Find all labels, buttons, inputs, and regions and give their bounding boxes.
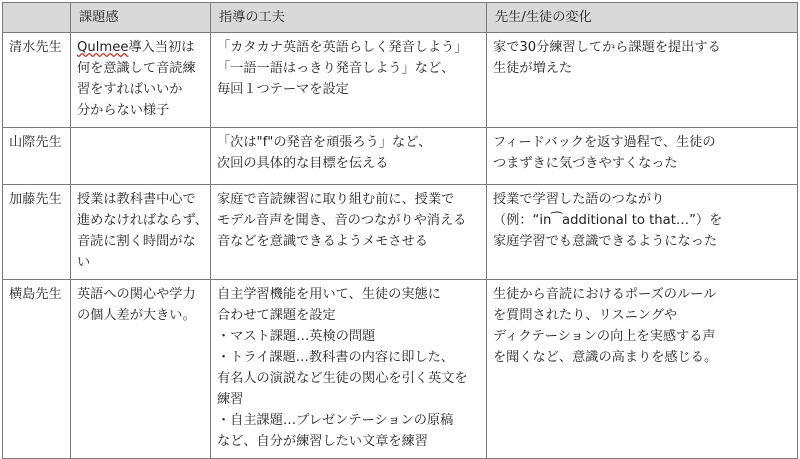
change-line: つまずきに気づきやすくなった (493, 156, 678, 171)
spellcheck-underlined-word: Qulmee (77, 40, 129, 55)
method-line: 毎回１つテーマを設定 (217, 82, 349, 97)
issue-line: 音読に割く時間がな (77, 234, 196, 249)
method-cell (211, 280, 487, 459)
issue-line: 英語への関心や学力 (77, 287, 196, 302)
issue-cell (71, 128, 211, 185)
method-line: 「次は"f"の発音を頑張ろう」など、 (217, 135, 432, 150)
method-line: 「一語一語はっきり発音しよう」など、 (217, 61, 455, 76)
comparison-table (2, 2, 798, 459)
issue-cell (71, 33, 211, 128)
change-line: 生徒から音読におけるポーズのルール (493, 287, 717, 302)
method-line: 「カタカナ英語を英語らしく発音しよう」 (217, 40, 468, 55)
method-line: 合わせて課題を設定 (217, 308, 336, 323)
method-line: 次回の具体的な目標を伝える (217, 156, 389, 171)
header-cell-change: 先生/生徒の変化 (487, 3, 798, 33)
method-line: など、自分が練習したい文章を練習 (217, 434, 428, 449)
issue-line: Qulmee導入当初は (77, 40, 195, 55)
method-cell (211, 128, 487, 185)
teacher-name-cell: 清水先生 (3, 33, 71, 128)
method-line: 有名人の演説など生徒の関心を引く英文を (217, 371, 468, 386)
method-line: 音などを意識できるようメモさせる (217, 234, 428, 249)
change-cell (487, 280, 798, 459)
issue-line: 習をすればいいか (77, 82, 183, 97)
issue-line: 進めなければならず、 (77, 213, 208, 228)
change-line: 授業で学習した語のつながり (493, 192, 665, 207)
header-cell-issue: 課題感 (71, 3, 211, 33)
table-row (3, 185, 798, 280)
issue-cell (71, 280, 211, 459)
method-line: 家庭で音読練習に取り組む前に、授業で (217, 192, 455, 207)
change-line: 家で30分練習してから課題を提出する (493, 40, 721, 55)
issue-cell (71, 185, 211, 280)
method-line: 自主学習機能を用いて、生徒の実態に (217, 287, 441, 302)
change-line: フィードバックを返す過程で、生徒の (493, 135, 716, 150)
header-cell-method: 指導の工夫 (211, 3, 487, 33)
method-line: 練習 (217, 392, 244, 407)
change-line: （例：“in⁀additional to that…”）を (493, 213, 723, 228)
method-line: モデル音声を聞き、音のつながりや消える (217, 213, 467, 228)
change-line: 生徒が増えた (493, 61, 573, 76)
method-cell (211, 33, 487, 128)
change-cell (487, 33, 798, 128)
change-cell (487, 185, 798, 280)
header-row (3, 3, 798, 33)
change-line: を質問されたり、リスニングや (493, 308, 678, 323)
method-line: ・トライ課題…教科書の内容に即した、 (217, 350, 454, 365)
issue-line: 授業は教科書中心で (77, 192, 196, 207)
teacher-name-cell: 横島先生 (3, 280, 71, 459)
table-row (3, 33, 798, 128)
method-line: ・マスト課題…英検の問題 (217, 329, 376, 344)
change-line: を聞くなど、意識の高まりを感じる。 (493, 350, 718, 365)
issue-line: 何を意識して音読練 (77, 61, 196, 76)
issue-line: の個人差が大きい。 (77, 308, 196, 323)
issue-line: い (77, 255, 91, 270)
table-row (3, 128, 798, 185)
change-cell (487, 128, 798, 185)
issue-line: 分からない様子 (77, 103, 170, 118)
change-line: ディクテーションの向上を実感する声 (493, 329, 716, 344)
teacher-name-cell: 山際先生 (3, 128, 71, 185)
header-cell-blank (3, 3, 71, 33)
method-cell (211, 185, 487, 280)
table-row (3, 280, 798, 459)
method-line: ・自主課題…プレゼンテーションの原稿 (217, 413, 454, 428)
teacher-name-cell: 加藤先生 (3, 185, 71, 280)
change-line: 家庭学習でも意識できるようになった (493, 234, 718, 249)
